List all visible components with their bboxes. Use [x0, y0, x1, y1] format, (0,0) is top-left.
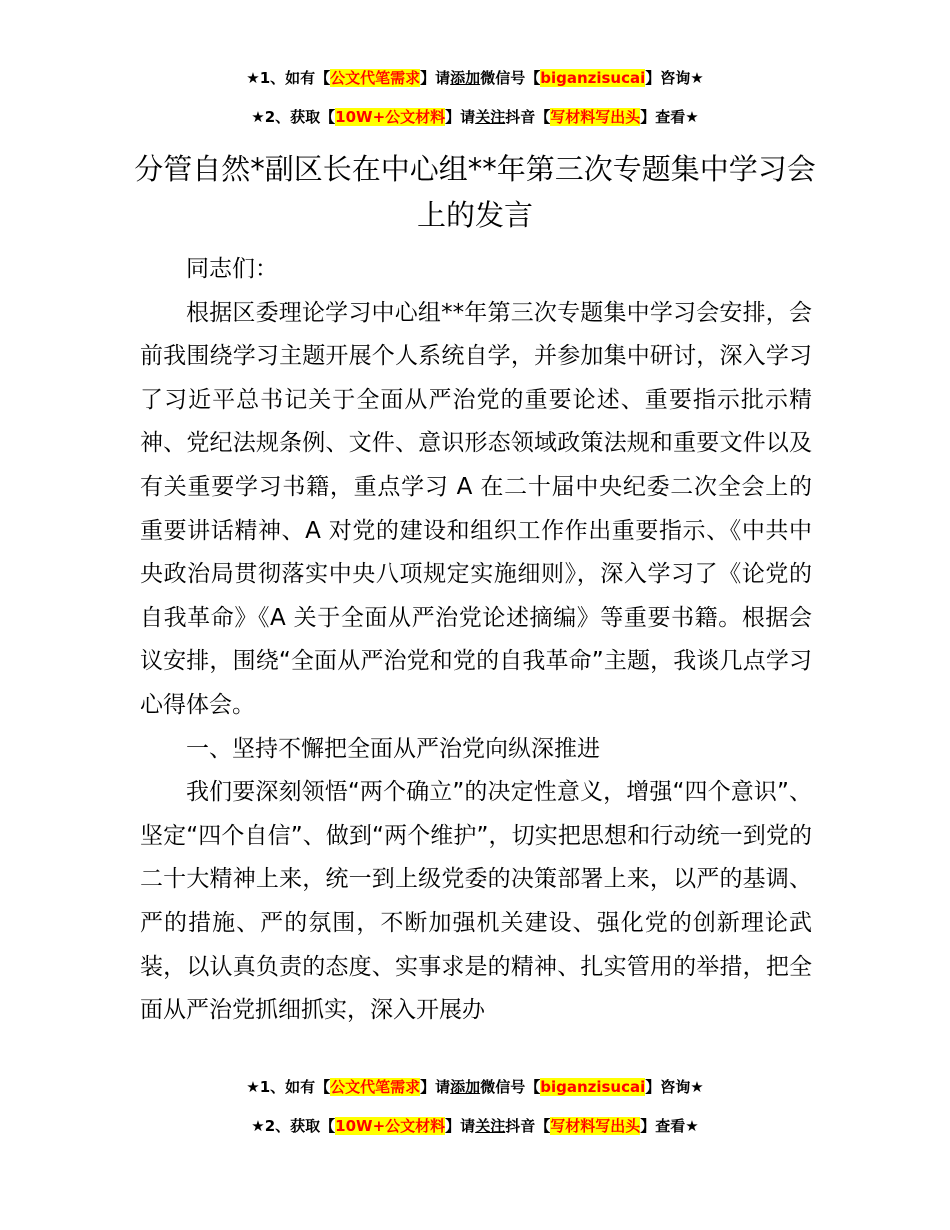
promo-highlight: 10W+公文材料 — [335, 108, 446, 126]
salutation: 同志们： — [186, 256, 278, 282]
promo-highlight-wechat-id: biganzisucai — [540, 69, 646, 87]
promo-text: 】请 — [420, 1078, 451, 1096]
promo-text: 2、获取【 — [264, 1117, 336, 1135]
promo-text: 抖音【 — [505, 1117, 551, 1135]
promo-underlined-text: 关注 — [475, 108, 506, 126]
promo-text: 微信号【 — [480, 1078, 541, 1096]
body-paragraph: 我们要深刻领悟“两个确立”的决定性意义，增强“四个意识”、坚定“四个自信”、做到“两个维护”，切实把思想和行动统一到党的二十大精神上来，统一到上级党委的决策部署上来，以严的基调、严的措施、严的氛围，不断加强机关建设、强化党的创新理论武装，以认真负责的态度、实事求是的精神、扎实管用的举措，把全面从严治党抓细抓实，深入开展办 — [140, 779, 812, 1024]
promo-text: 】查看 — [640, 1117, 686, 1135]
header-promo-line-1 — [0, 67, 950, 89]
promo-text: 2、获取【 — [264, 108, 336, 126]
promo-highlight-douyin-id: 写材料写出头 — [550, 108, 641, 126]
star-icon: ★ — [690, 69, 704, 87]
promo-text: 】请 — [445, 1117, 476, 1135]
promo-highlight-douyin-id: 写材料写出头 — [550, 1117, 641, 1135]
footer-promo-line-1 — [0, 1076, 950, 1098]
section-heading: 一、坚持不懈把全面从严治党向纵深推进 — [186, 735, 600, 762]
promo-underlined-text: 添加 — [450, 69, 481, 87]
document-body — [140, 248, 812, 1033]
promo-text: 】请 — [420, 69, 451, 87]
body-paragraph: 根据区委理论学习中心组**年第三次专题集中学习会安排，会前我围绕学习主题开展个人系统自学，并参加集中研讨，深入学习了习近平总书记关于全面从严治党的重要论述、重要指示批示精神、党纪法规条例、文件、意识形态领域政策法规和重要文件以及有关重要学习书籍，重点学习 A 在二十届中央纪委二次全会上的重要讲话精神、A 对党的建设和组织工作作出重要指示、《中共中央政治局贯彻落实中央八项规定实施细则》，深入学习了《论党的自我革命》《A 关于全面从严治党论述摘编》等重要书籍。根据会议安排，围绕“全面从严治党和党的自我革命”主题，我谈几点学习心得体会。 — [140, 299, 812, 718]
promo-text: 】咨询 — [645, 69, 691, 87]
promo-highlight-wechat-id: biganzisucai — [540, 1078, 646, 1096]
star-icon: ★ — [690, 1078, 704, 1096]
promo-highlight: 公文代笔需求 — [330, 69, 421, 87]
promo-text: 1、如有【 — [259, 1078, 331, 1096]
promo-text: 】咨询 — [645, 1078, 691, 1096]
star-icon: ★ — [251, 108, 265, 126]
footer-promo-line-2 — [0, 1115, 950, 1137]
star-icon: ★ — [246, 69, 260, 87]
star-icon: ★ — [685, 108, 699, 126]
promo-text: 抖音【 — [505, 108, 551, 126]
promo-highlight: 10W+公文材料 — [335, 1117, 446, 1135]
promo-underlined-text: 关注 — [475, 1117, 506, 1135]
promo-text: 微信号【 — [480, 69, 541, 87]
star-icon: ★ — [251, 1117, 265, 1135]
promo-underlined-text: 添加 — [450, 1078, 481, 1096]
promo-text: 】查看 — [640, 108, 686, 126]
document-title: 分管自然*副区长在中心组**年第三次专题集中学习会上的发言 — [134, 152, 816, 232]
promo-text: 】请 — [445, 108, 476, 126]
header-promo-line-2 — [0, 106, 950, 128]
star-icon: ★ — [246, 1078, 260, 1096]
promo-text: 1、如有【 — [259, 69, 331, 87]
star-icon: ★ — [685, 1117, 699, 1135]
promo-highlight: 公文代笔需求 — [330, 1078, 421, 1096]
